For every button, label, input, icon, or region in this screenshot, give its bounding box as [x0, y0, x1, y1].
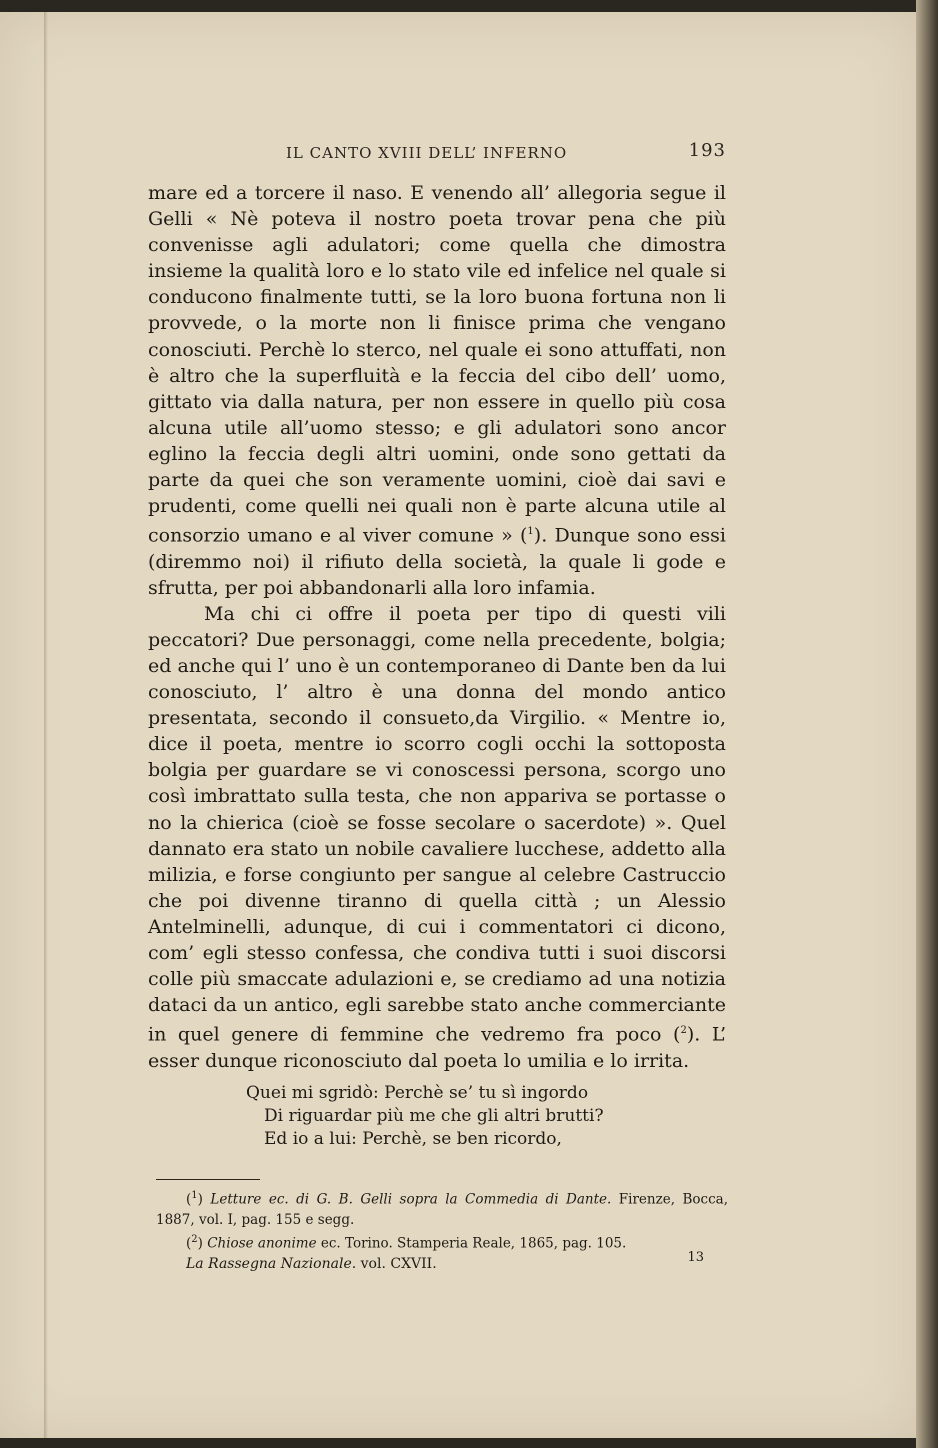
paragraph-2-text: Ma chi ci offre il poeta per tipo di questi vili peccatori? Due personaggi, come nella precedente, bolgia; ed anche qui l’ uno è un contemporaneo di Dante ben da lui conosciuto, l’ altro è una donna del mondo antico presentata, secondo il consueto,da Virgilio. « Mentre io, dice il poeta, mentre io scorro cogli occhi la sottoposta bolgia per guardare se vi conoscessi persona, scorgo uno così imbrattato sulla testa, che non appariva se portasse o no la chierica (cioè se fosse secolare o sacerdote) ». Quel dannato era stato un nobile cavaliere lucchese, addetto alla milizia, e forse congiunto per sangue al celebre Castruccio che poi divenne tiranno di quella città ; un Alessio Antelminelli, adunque, di cui i commentatori ci dicono, com’ egli stesso confessa, che condiva tutti i suoi discorsi colle più smaccate adulazioni e, se crediamo ad una notizia dataci da un antico, egli sarebbe stato anche commerciante in quel genere di femmine che vedremo fra poco (: [148, 602, 726, 1046]
footnote-1-title: Letture ec. di G. B. Gelli sopra la Commedia di Dante.: [210, 1191, 612, 1208]
paragraph-2-text-end: ). L’ esser dunque riconosciuto dal poeta lo umilia e lo irrita.: [148, 1023, 726, 1072]
footnote-2-details: ec. Torino. Stamperia Reale, 1865, pag. 105.: [320, 1235, 627, 1251]
page-gutter: [44, 12, 48, 1438]
footnote-mark-1: 1: [191, 1190, 198, 1201]
footnote-rule: [156, 1179, 260, 1180]
journal-title: La Rassegna Nazionale.: [186, 1256, 357, 1272]
paragraph-2: [148, 601, 726, 1074]
footnote-1: ($^1$) Letture ec. di G. B. Gelli sopra la Commedia di Dante. Firenze, Bocca, 1887, vol. I, pag. 155 e segg.: [156, 1190, 728, 1228]
page-edge: [916, 0, 938, 1448]
verse-line: Quei mi sgridò: Perchè se’ tu sì ingordo: [246, 1083, 589, 1103]
sheet-number: 13: [687, 1250, 704, 1265]
body-text: [148, 180, 726, 1074]
footnote-2: ($^2$) Chiose anonime ec. Torino. Stamperia Reale, 1865, pag. 105.: [186, 1233, 627, 1251]
signature-line: [186, 1250, 726, 1272]
verse-line: Ed io a lui: Perchè, se ben ricordo,: [264, 1129, 562, 1149]
footnote-ref-1: 1: [527, 526, 534, 538]
journal-volume: vol. CXVII.: [360, 1256, 437, 1272]
footnote-mark-2: 2: [191, 1233, 198, 1245]
footnote-1-details: Firenze, Bocca, 1887, vol. I, pag. 155 e segg.: [156, 1191, 728, 1228]
verse-line: Di riguardar più me che gli altri brutti?: [264, 1106, 604, 1126]
page-number: 193: [688, 140, 726, 161]
paragraph-1-text-end: ). Dunque sono essi (diremmo noi) il rifiuto della società, la quale li gode e sfrutta, per poi abbandonarli alla loro infamia.: [148, 524, 727, 599]
running-head: [140, 140, 726, 168]
running-title: IL CANTO XVIII DELL’ INFERNO: [286, 144, 568, 162]
footnote-2-title: Chiose anonime: [207, 1235, 317, 1251]
paragraph-1-text: mare ed a torcere il naso. E venendo all’ allegoria segue il Gelli « Nè poteva il nostro poeta trovar pena che più convenisse agli adulatori; come quella che dimostra insieme la qualità loro e lo stato vile ed infelice nel quale si conducono finalmente tutti, se la loro buona fortuna non li provvede, o la morte non li finisce prima che vengano conosciuti. Perchè lo sterco, nel quale ei sono attuffati, non è altro che la superfluità e la feccia del cibo dell’ uomo, gittato via dalla natura, per non essere in quello più cosa alcuna utile all’uomo stesso; e gli adulatori sono ancor eglino la feccia degli altri uomini, onde sono gettati da parte da quei che son veramente uomini, cioè dai savi e prudenti, come quelli nei quali non è parte alcuna utile al consorzio umano e al viver comune » (: [148, 182, 726, 547]
paragraph-1: [148, 180, 726, 601]
verse-quotation: [246, 1082, 686, 1151]
footnotes: [156, 1186, 728, 1253]
footnote-ref-2: 2: [680, 1025, 687, 1037]
